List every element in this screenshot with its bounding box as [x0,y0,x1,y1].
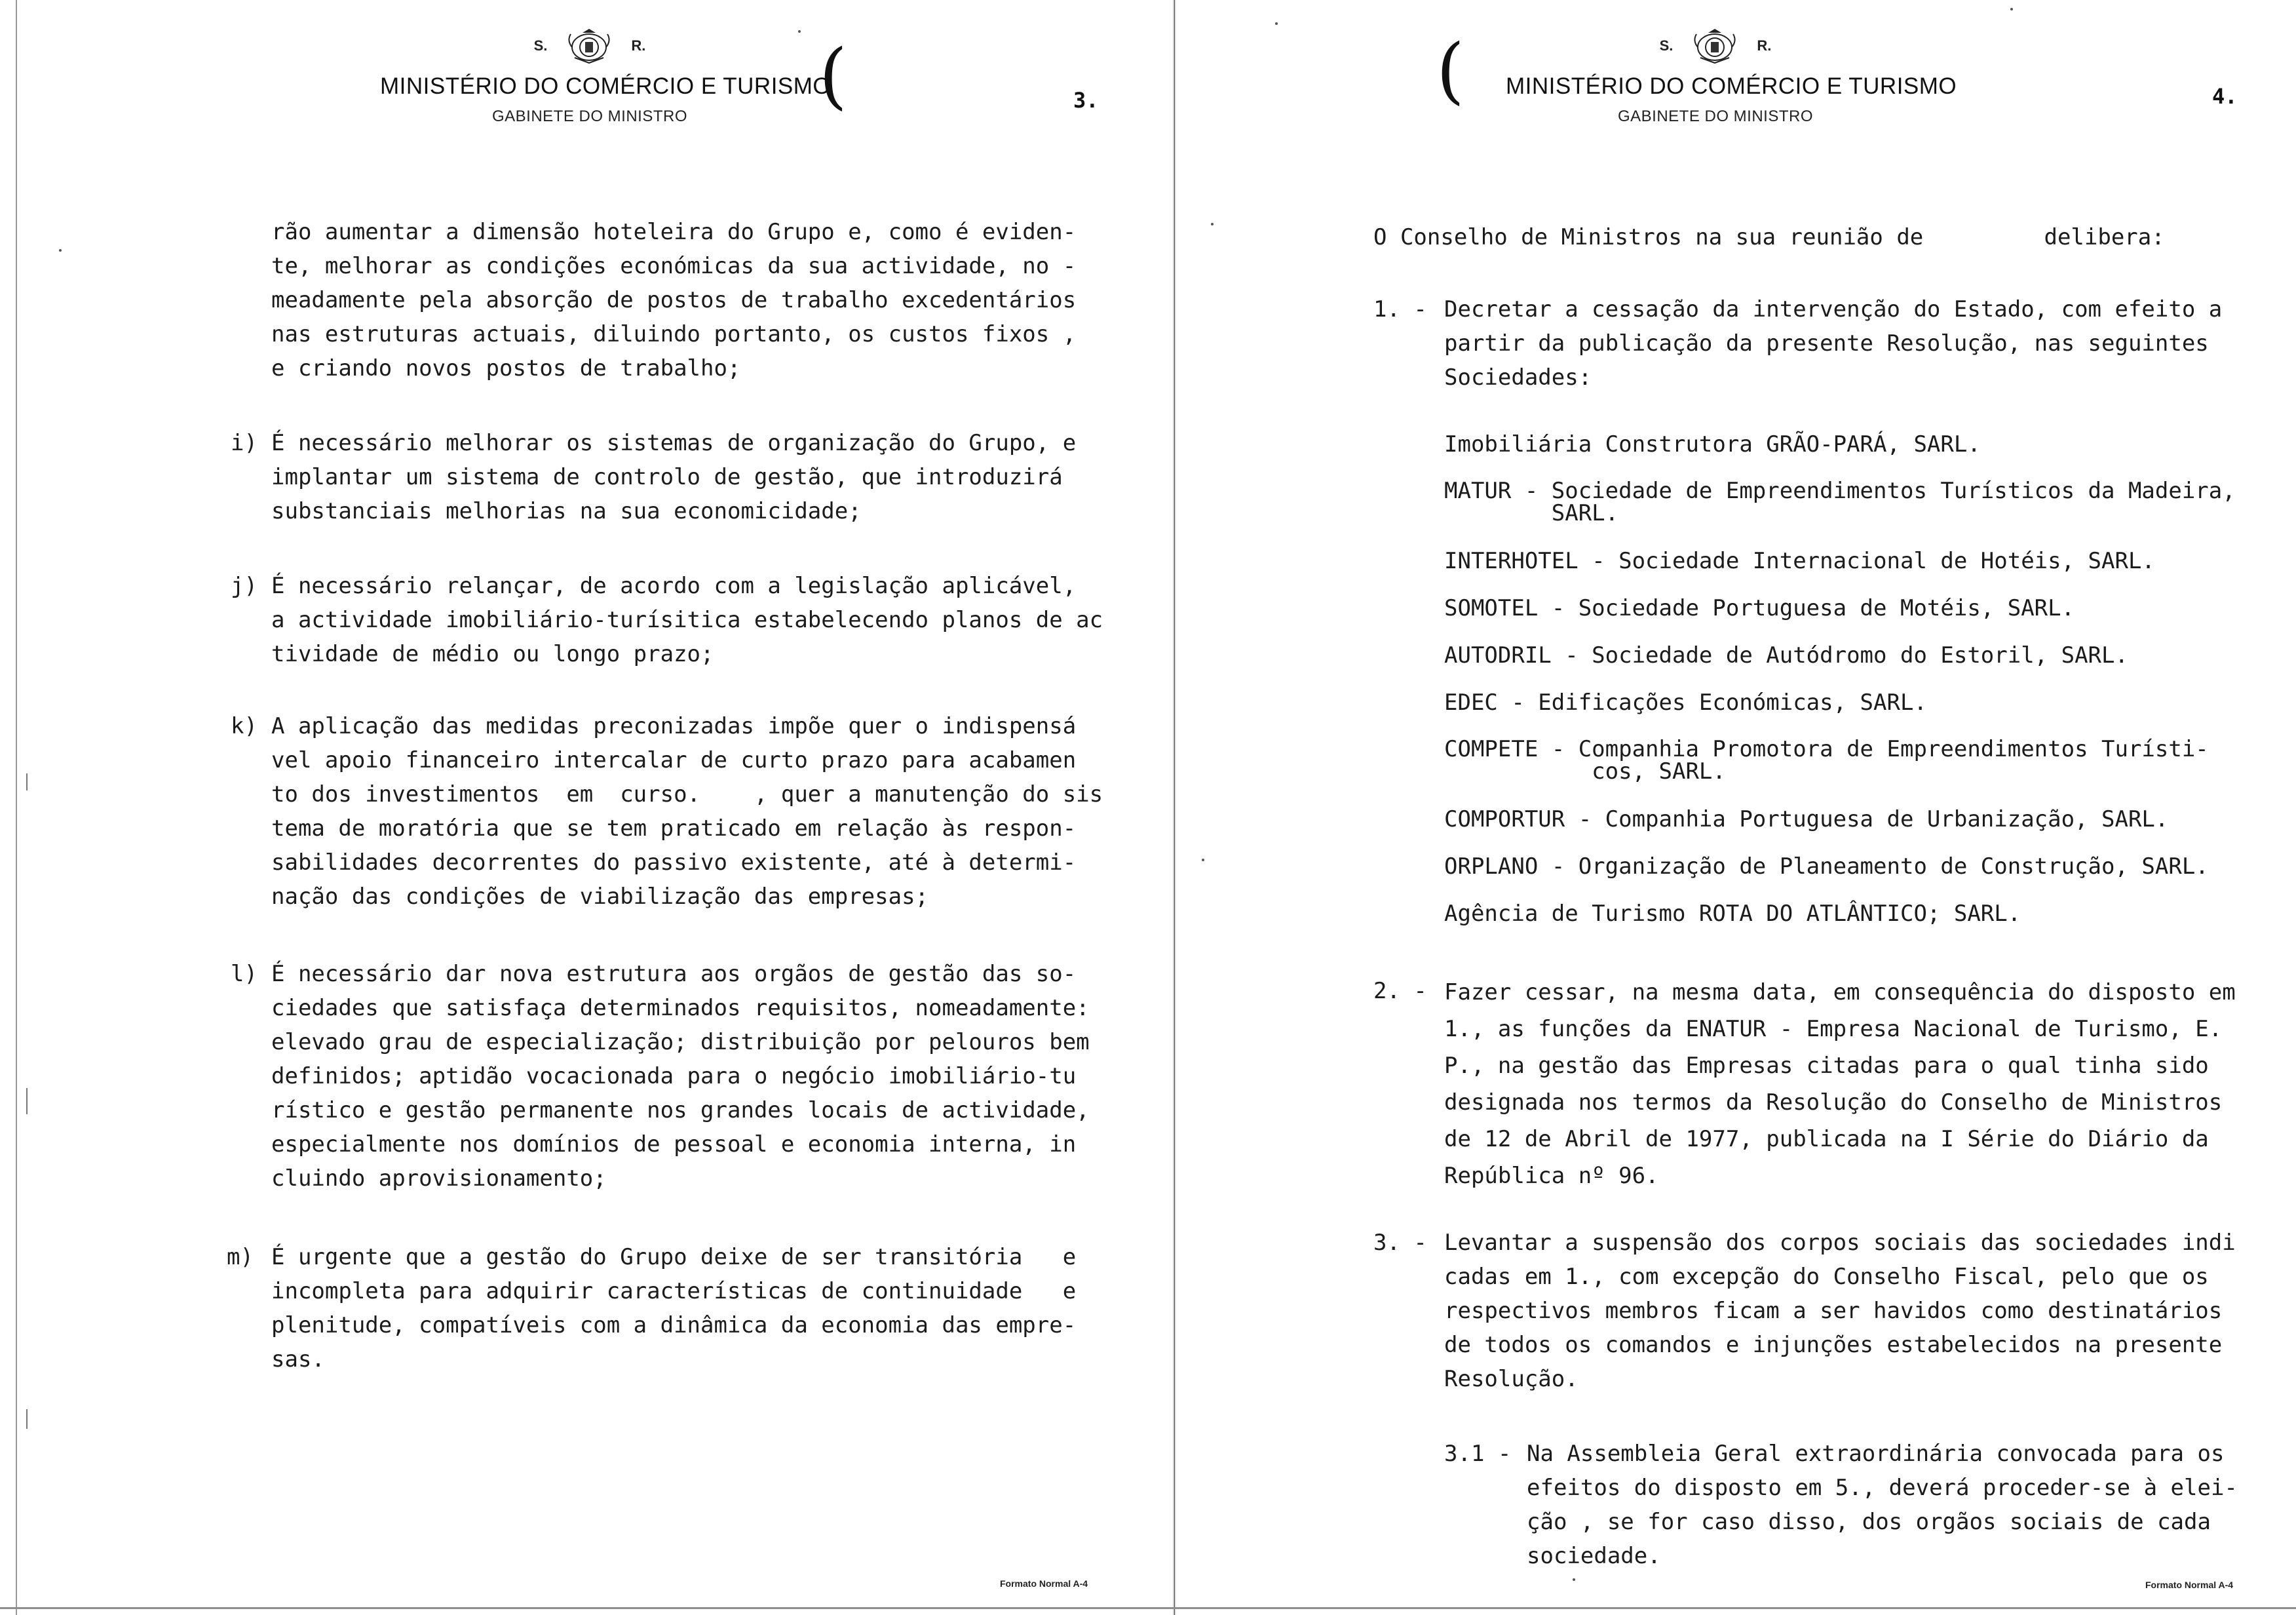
text-line: Na Assembleia Geral extraordinária convocada para os [1527,1441,2225,1467]
item-j [271,569,1103,671]
text-line: designada nos termos da Resolução do Conselho de Ministros [1444,1089,2223,1116]
coat-of-arms-icon [563,28,615,64]
text-line: te, melhorar as condições económicas da sua actividade, no - [271,253,1077,279]
list-item [1444,644,2236,691]
text-line: P., na gestão das Empresas citadas para o qual tinha sido [1444,1053,2209,1079]
item-i [271,426,1076,528]
list-item [1444,855,2236,902]
text-line: sociedade. [1527,1543,1661,1569]
text-line: INTERHOTEL - Sociedade Internacional de Hotéis, SARL. [1444,548,2155,574]
text-line: SARL. [1444,500,1619,526]
scan-speck [1275,22,1278,25]
text-line: cadas em 1., com excepção do Conselho Fiscal, pelo que os [1444,1264,2209,1290]
text-line: tema de moratória que se tem praticado em relação às respon- [271,815,1077,842]
text-line: É necessário melhorar os sistemas de organização do Grupo, e [271,430,1077,456]
text-line: Resolução. [1444,1366,1578,1392]
text-line: COMPORTUR - Companhia Portuguesa de Urbanização, SARL. [1444,806,2169,832]
item-l [271,957,1090,1196]
item-letter: j) [231,573,258,599]
list-item [1444,433,2236,480]
item-letter: l) [231,961,258,987]
crest-letter-r: R. [1757,37,1772,54]
bracket-mark: ( [819,33,847,117]
cabinet-subtitle: GABINETE DO MINISTRO [1617,107,1814,125]
page-number: 3. [1073,88,1099,113]
right-header [1506,26,1957,126]
scan-speck [1573,1578,1575,1581]
text-line: tividade de médio ou longo prazo; [271,641,714,667]
crest-letter-s: S. [1659,37,1674,54]
text-line: 1., as funções da ENATUR - Empresa Nacional de Turismo, E. [1444,1016,2223,1042]
text-line: substanciais melhorias na sua economicidade; [271,498,862,524]
list-item [1444,738,2236,808]
text-line: É necessário dar nova estrutura aos orgãos de gestão das so- [271,961,1077,987]
paper-format-label: Formato Normal A-4 [2145,1580,2234,1590]
list-item [1444,549,2236,596]
scan-speck [1202,859,1204,861]
list-item [1444,480,2236,549]
text-line: de 12 de Abril de 1977, publicada na I Série do Diário da [1444,1126,2209,1152]
item-m [271,1240,1076,1376]
text-line: EDEC - Edificações Económicas, SARL. [1444,690,1927,716]
text-line: meadamente pela absorção de postos de trabalho excedentários [271,287,1077,313]
text-line: SOMOTEL - Sociedade Portuguesa de Motéis, SARL. [1444,595,2075,621]
point-2 [1444,974,2236,1194]
list-item [1444,808,2236,855]
point-3-1 [1527,1437,2238,1573]
text-line: cos, SARL. [1444,758,1726,785]
text-line: Fazer cessar, na mesma data, em consequência do disposto em [1444,979,2236,1005]
text-line: COMPETE - Companhia Promotora de Empreendimentos Turísti- [1444,736,2209,762]
text-line: ciedades que satisfaça determinados requisitos, nomeadamente: [271,995,1090,1021]
opening-line [1373,220,2165,254]
text-line: e criando novos postos de trabalho; [271,355,741,381]
text-line: to dos investimentos em curso. , quer a manutenção do sis [271,781,1103,808]
margin-mark [26,1088,28,1114]
ministry-title: MINISTÉRIO DO COMÉRCIO E TURISMO [1506,73,1957,99]
text-line: incompleta para adquirir características de continuidade e [271,1278,1077,1304]
text-line: sabilidades decorrentes do passivo existente, até à determi- [271,849,1077,876]
text-line: rístico e gestão permanente nos grandes locais de actividade, [271,1097,1090,1123]
point-number: 1. - [1373,296,1427,322]
text-line: ção , se for caso disso, dos orgãos sociais de cada [1527,1509,2211,1535]
paper-format-label: Formato Normal A-4 [1000,1578,1088,1589]
left-header [380,26,832,126]
text-line: efeitos do disposto em 5., deverá proceder-se à elei- [1527,1475,2238,1501]
text-line: plenitude, compatíveis com a dinâmica da economia das empre- [271,1312,1077,1338]
point-number: 3.1 - [1444,1441,1512,1467]
item-letter: i) [231,430,258,456]
text-line: A aplicação das medidas preconizadas impõe quer o indispensá [271,713,1077,739]
margin-mark [26,1409,28,1429]
text-line: MATUR - Sociedade de Empreendimentos Turísticos da Madeira, [1444,478,2236,504]
text-line: respectivos membros ficam a ser havidos como destinatários [1444,1298,2223,1324]
text-line: implantar um sistema de controlo de gestão, que introduzirá [271,464,1063,490]
crest-row [1506,26,1925,66]
point-number: 3. - [1373,1230,1427,1256]
scan-speck [59,249,62,252]
text-line: O Conselho de Ministros na sua reunião de delibera: [1373,224,2165,250]
text-line: Imobiliária Construtora GRÃO-PARÁ, SARL. [1444,431,1981,457]
text-line: rão aumentar a dimensão hoteleira do Grupo e, como é eviden- [271,219,1077,245]
item-k [271,709,1103,914]
margin-mark [26,773,28,790]
crest-letter-s: S. [533,37,548,54]
list-item [1444,596,2236,644]
text-line: Agência de Turismo ROTA DO ATLÂNTICO; SARL. [1444,901,2021,927]
text-line: nas estruturas actuais, diluindo portanto, os custos fixos , [271,321,1077,347]
ministry-title: MINISTÉRIO DO COMÉRCIO E TURISMO [380,73,832,99]
text-line: partir da publicação da presente Resolução, nas seguintes [1444,330,2209,357]
page-edge-line [16,0,17,1615]
text-line: República nº 96. [1444,1163,1659,1189]
text-line: AUTODRIL - Sociedade de Autódromo do Estoril, SARL. [1444,642,2128,669]
page-fold [1172,0,1176,1615]
crest-row [380,26,799,66]
text-line: especialmente nos domínios de pessoal e economia interna, in [271,1131,1077,1158]
text-line: É necessário relançar, de acordo com a legislação aplicável, [271,573,1077,599]
text-line: ORPLANO - Organização de Planeamento de Construção, SARL. [1444,853,2209,880]
text-line: vel apoio financeiro intercalar de curto prazo para acabamen [271,747,1077,773]
intro-paragraph [271,215,1076,385]
text-line: a actividade imobiliário-turísitica estabelecendo planos de ac [271,607,1103,633]
scan-speck [1211,223,1214,225]
point-3 [1444,1226,2236,1396]
text-line: Levantar a suspensão dos corpos sociais das sociedades indi [1444,1230,2236,1256]
page-number: 4. [2212,84,2238,109]
bracket-mark: ( [1436,28,1464,112]
text-line: de todos os comandos e injunções estabelecidos na presente [1444,1332,2223,1358]
text-line: Decretar a cessação da intervenção do Estado, com efeito a [1444,296,2223,322]
company-list [1444,433,2236,941]
list-item [1444,691,2236,738]
point-number: 2. - [1373,978,1427,1004]
crest-letter-r: R. [631,37,646,54]
item-letter: m) [227,1244,254,1270]
text-line: elevado grau de especialização; distribuição por pelouros bem [271,1029,1090,1055]
cabinet-subtitle: GABINETE DO MINISTRO [491,107,688,125]
text-line: cluindo aprovisionamento; [271,1165,607,1192]
text-line: sas. [271,1346,325,1372]
list-item [1444,902,2236,941]
scan-speck [2010,8,2013,10]
point-1 [1444,292,2222,395]
text-line: É urgente que a gestão do Grupo deixe de ser transitória e [271,1244,1077,1270]
text-line: definidos; aptidão vocacionada para o negócio imobiliário-tu [271,1063,1077,1089]
scan-bottom-edge [0,1607,2296,1609]
right-page [1148,0,2296,1615]
scan-speck [798,30,801,33]
text-line: nação das condições de viabilização das empresas; [271,884,929,910]
item-letter: k) [231,713,258,739]
coat-of-arms-icon [1689,28,1741,64]
text-line: Sociedades: [1444,364,1592,391]
